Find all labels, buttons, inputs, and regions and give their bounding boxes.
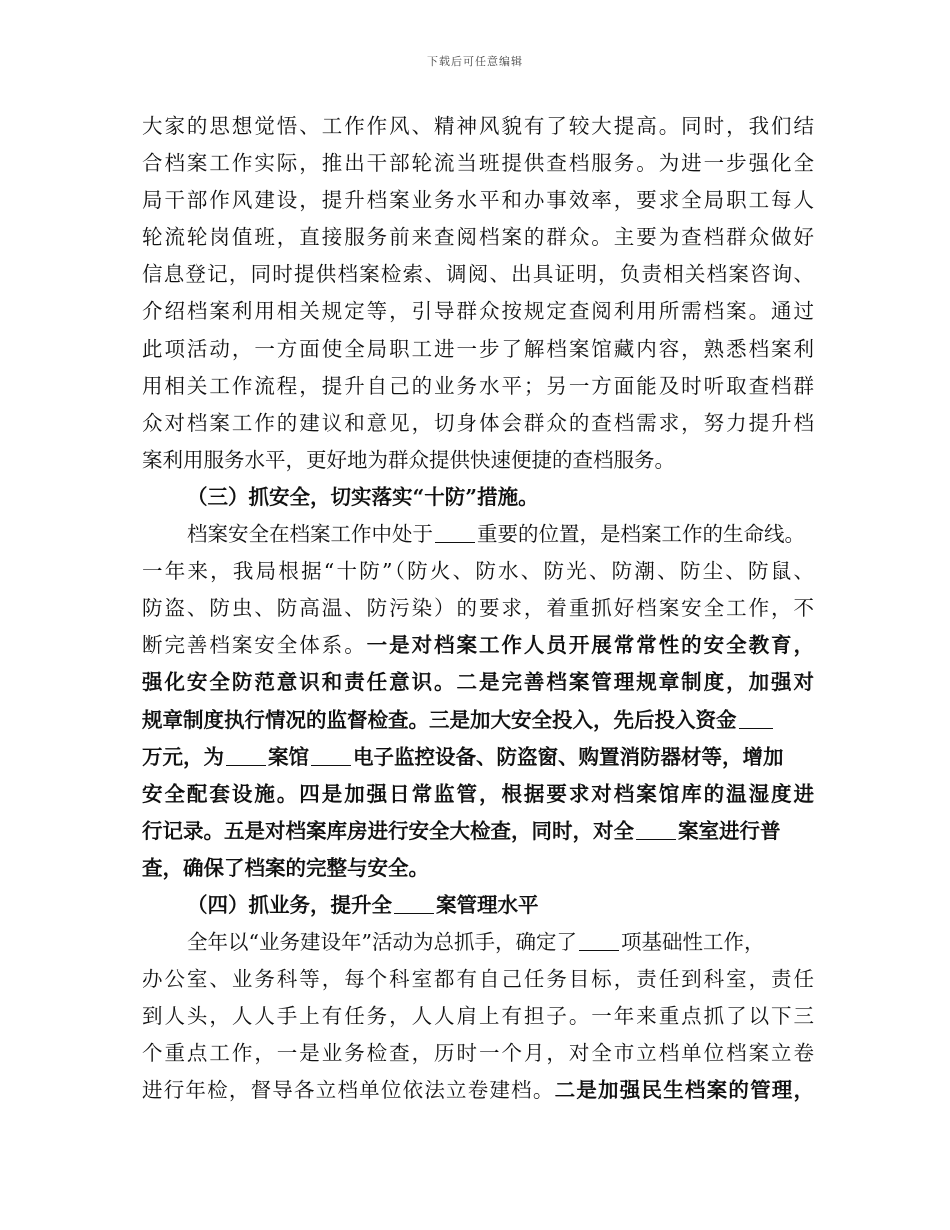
paragraph-line: 强化安全防范意识和责任意识。二是完善档案管理规章制度，加强对	[142, 670, 814, 695]
section-heading-3: （三）抓安全，切实落实“十防”措施。	[187, 484, 539, 509]
bold-segment: 一是对档案工作人员开展常常性的安全教育，	[366, 633, 814, 658]
text-segment: 案室进行普	[678, 818, 781, 843]
page-header: 下载后可任意编辑	[427, 55, 523, 68]
paragraph-line	[142, 813, 814, 850]
paragraph-line: 局干部作风建设，提升档案业务水平和办事效率，要求全局职工每人	[142, 188, 814, 213]
paragraph-line	[142, 516, 814, 553]
paragraph-line	[142, 702, 814, 739]
text-segment: 项基础性工作，	[620, 930, 765, 955]
paragraph-line: 众对档案工作的建议和意见，切身体会群众的查档需求，努力提升档	[142, 410, 814, 435]
document-body	[142, 108, 814, 1110]
paragraph-line: 轮流轮岗值班，直接服务前来查阅档案的群众。主要为查档群众做好	[142, 225, 814, 250]
paragraph-line	[142, 924, 814, 961]
paragraph-line: 大家的思想觉悟、工作作风、精神风貌有了较大提高。同时，我们结	[142, 114, 814, 138]
paragraph-line: 到人头，人人手上有任务，人人肩上有担子。一年来重点抓了以下三	[142, 1004, 814, 1029]
text-segment: 规章制度执行情况的监督检查。三是加大安全投入，先后投入资金	[142, 707, 737, 732]
fill-blank	[226, 745, 266, 766]
text-segment: （四）抓业务，提升全	[187, 892, 392, 917]
paragraph-line	[142, 739, 814, 776]
fill-blank	[435, 522, 475, 543]
fill-blank	[394, 893, 434, 914]
text-segment: 重要的位置，是档案工作的生命线。	[477, 522, 805, 547]
fill-blank	[579, 930, 619, 951]
text-segment: 档案安全在档案工作中处于	[187, 522, 433, 547]
paragraph-line: 信息登记，同时提供档案检索、调阅、出具证明，负责相关档案咨询、	[142, 262, 814, 287]
text-segment: 电子监控设备、防盗窗、购置消防器材等，增加	[353, 744, 784, 769]
paragraph-line: 查，确保了档案的完整与安全。	[142, 855, 429, 880]
paragraph-line: 防盗、防虫、防高温、防污染）的要求，着重抓好档案安全工作，不	[142, 596, 814, 621]
text-segment: 案馆	[268, 744, 309, 769]
text-segment: 进行年检，督导各立档单位依法立卷建档。	[142, 1078, 555, 1103]
paragraph-line: 办公室、业务科等，每个科室都有自己任务目标，责任到科室，责任	[142, 967, 814, 992]
paragraph-line: 案利用服务水平，更好地为群众提供快速便捷的查档服务。	[142, 447, 675, 472]
paragraph-line: 个重点工作，一是业务检查，历时一个月，对全市立档单位档案立卷	[142, 1041, 814, 1066]
fill-blank	[739, 708, 773, 729]
paragraph-line	[142, 627, 814, 664]
paragraph-line: 一年来，我局根据“十防”（防火、防水、防光、防潮、防尘、防鼠、	[142, 559, 814, 584]
paragraph-line: 介绍档案利用相关规定等，引导群众按规定查阅利用所需档案。通过	[142, 299, 814, 324]
text-segment: 全年以“业务建设年”活动为总抓手，确定了	[187, 930, 577, 955]
paragraph-line: 合档案工作实际，推出干部轮流当班提供查档服务。为进一步强化全	[142, 151, 814, 176]
fill-blank	[311, 745, 351, 766]
paragraph-line	[142, 1072, 814, 1109]
text-segment: 断完善档案安全体系。	[142, 633, 367, 658]
text-segment: 万元，为	[142, 744, 224, 769]
paragraph-line: 用相关工作流程，提升自己的业务水平；另一方面能及时听取查档群	[142, 373, 814, 398]
paragraph-line: 安全配套设施。四是加强日常监管，根据要求对档案馆库的温湿度进	[142, 781, 814, 806]
text-segment: 案管理水平	[436, 892, 539, 917]
section-heading-4	[142, 887, 814, 924]
paragraph-line: 此项活动，一方面使全局职工进一步了解档案馆藏内容，熟悉档案利	[142, 336, 814, 361]
fill-blank	[636, 819, 676, 840]
bold-segment: 二是加强民生档案的管理，	[554, 1078, 814, 1103]
text-segment: 行记录。五是对档案库房进行安全大检查，同时，对全	[142, 818, 634, 843]
